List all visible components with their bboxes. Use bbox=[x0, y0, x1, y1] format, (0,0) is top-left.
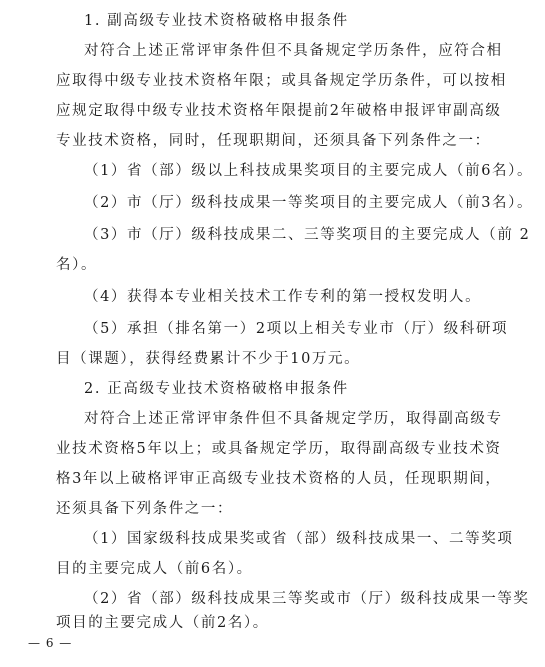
section-heading-1: 1. 副高级专业技术资格破格申报条件 bbox=[84, 13, 349, 29]
list-item: （2）省（部）级科技成果三等奖或市（厅）级科技成果一等奖 bbox=[84, 591, 530, 607]
list-item: （3）市（厅）级科技成果二、三等奖项目的主要完成人（前 2 bbox=[84, 227, 531, 243]
paragraph-line: 业技术资格5年以上；或具备规定学历，取得副高级专业技术资 bbox=[56, 441, 502, 457]
paragraph-line: 格3年以上破格评审正高级专业技术资格的人员，任现职期间， bbox=[56, 471, 502, 487]
list-item: （2）市（厅）级科技成果一等奖项目的主要完成人（前3名）。 bbox=[84, 195, 534, 211]
paragraph-line: 专业技术资格，同时，任现职期间，还须具备下列条件之一： bbox=[56, 133, 491, 149]
list-item-continued: 项目的主要完成人（前2名）。 bbox=[56, 615, 269, 631]
list-item: （5）承担（排名第一）2项以上相关专业市（厅）级科研项 bbox=[84, 321, 509, 337]
paragraph-line: 应规定取得中级专业技术资格年限提前2年破格申报评审副高级 bbox=[56, 103, 502, 119]
list-item-continued: 目的主要完成人（前6名）。 bbox=[56, 561, 253, 577]
list-item-continued: 目（课题），获得经费累计不少于10万元。 bbox=[56, 351, 361, 367]
section-heading-2: 2. 正高级专业技术资格破格申报条件 bbox=[84, 381, 349, 397]
paragraph-line: 还须具备下列条件之一： bbox=[56, 501, 234, 517]
list-item: （1）省（部）级以上科技成果奖项目的主要完成人（前6名）。 bbox=[84, 163, 534, 179]
list-item: （4）获得本专业相关技术工作专利的第一授权发明人。 bbox=[84, 289, 482, 305]
page-number: — 6 — bbox=[28, 636, 73, 650]
paragraph-line: 对符合上述正常评审条件但不具备规定学历条件，应符合相 bbox=[84, 43, 503, 59]
list-item: （1）国家级科技成果奖或省（部）级科技成果一、二等奖项 bbox=[84, 531, 514, 547]
paragraph-line: 对符合上述正常评审条件但不具备规定学历，取得副高级专 bbox=[84, 411, 503, 427]
paragraph-line: 应取得中级专业技术资格年限；或具备规定学历条件，可以按相 bbox=[56, 73, 507, 89]
list-item-continued: 名）。 bbox=[56, 257, 98, 273]
